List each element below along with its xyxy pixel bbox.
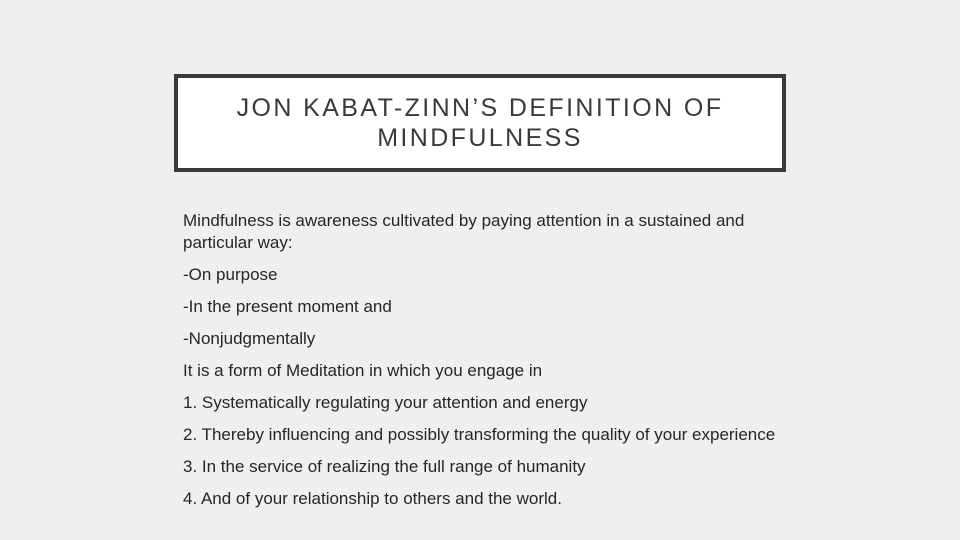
- meditation-intro: It is a form of Meditation in which you engage in: [183, 361, 543, 380]
- definition-paragraph: Mindfulness is awareness cultivated by paying attention in a sustained and particular way:: [183, 211, 745, 252]
- numbered-item: 2. Thereby influencing and possibly transforming the quality of your experience: [183, 425, 776, 444]
- body-text: [183, 210, 803, 520]
- list-item: -On purpose: [183, 265, 278, 284]
- numbered-item: 4. And of your relationship to others and the world.: [183, 489, 562, 508]
- title-box: [174, 74, 786, 172]
- numbered-item: 3. In the service of realizing the full range of humanity: [183, 457, 586, 476]
- numbered-item: 1. Systematically regulating your attention and energy: [183, 393, 588, 412]
- slide-title: JON KABAT-ZINN’S DEFINITION OF MINDFULNESS: [236, 94, 724, 152]
- list-item: -Nonjudgmentally: [183, 329, 316, 348]
- list-item: -In the present moment and: [183, 297, 392, 316]
